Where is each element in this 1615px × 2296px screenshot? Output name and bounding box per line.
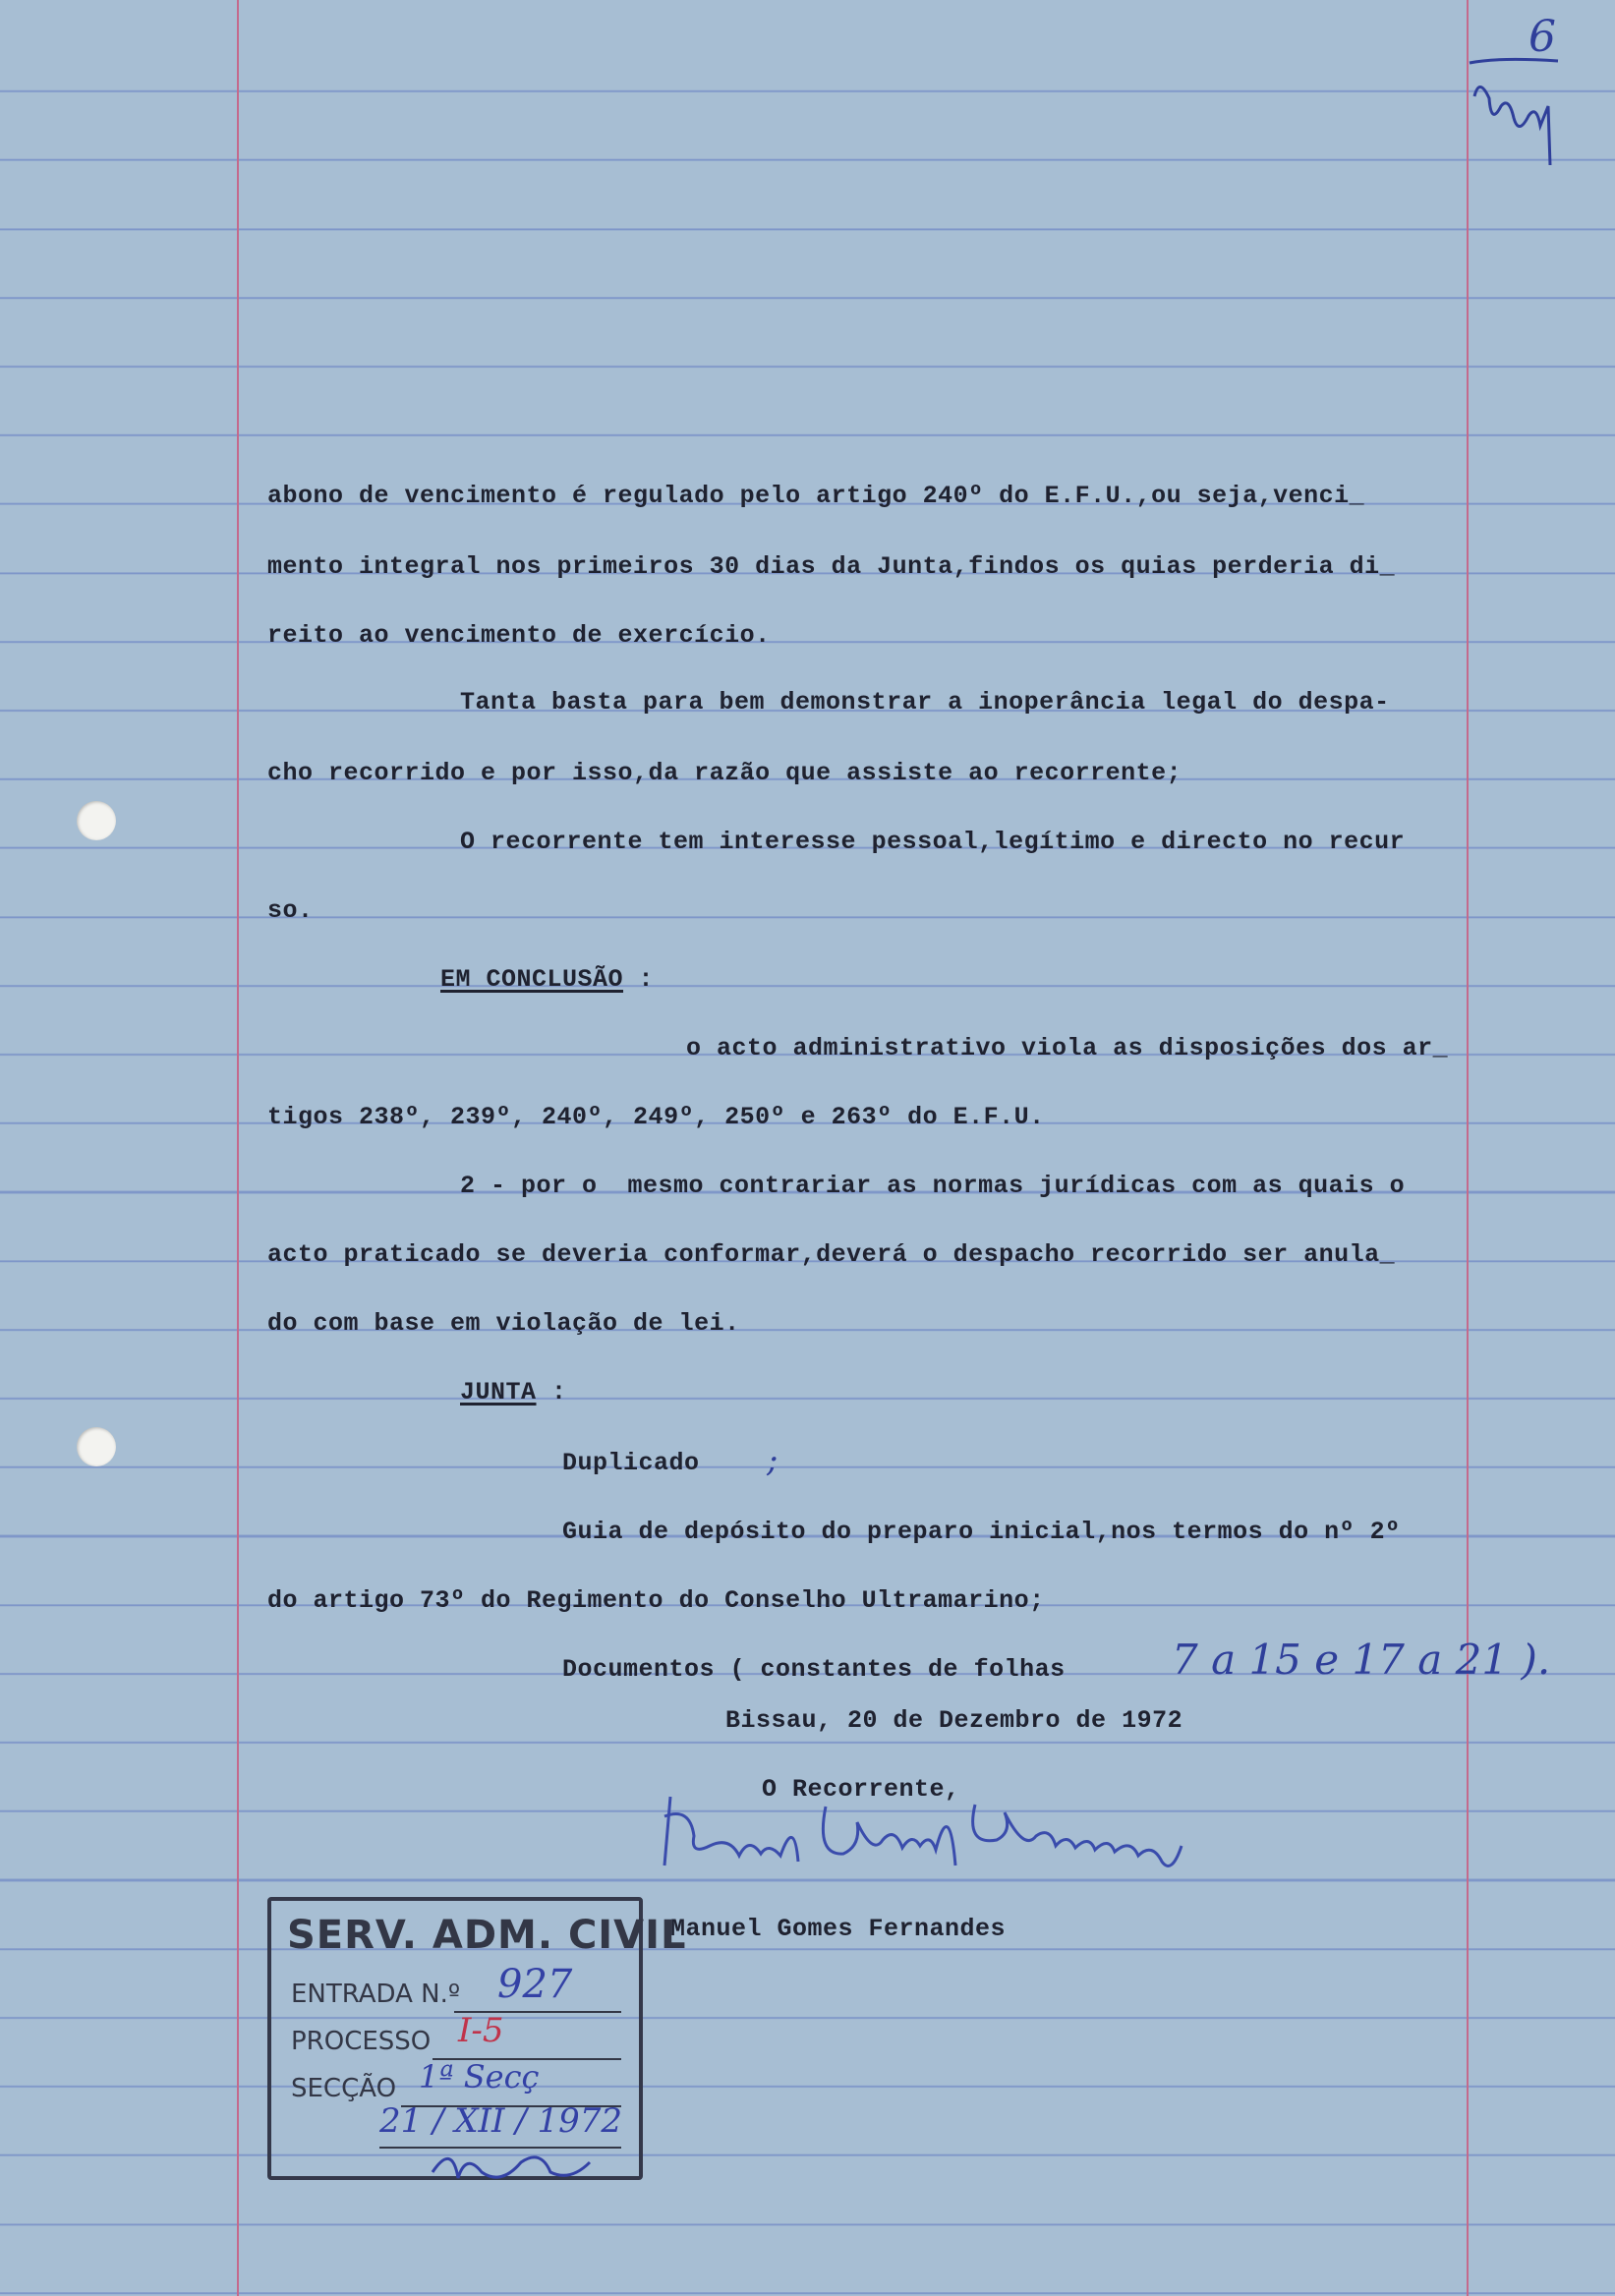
conclusion-heading bbox=[440, 965, 654, 994]
paragraph-line: O recorrente tem interesse pessoal,legítimo e directo no recur bbox=[460, 828, 1406, 856]
paragraph-line: reito ao vencimento de exercício. bbox=[267, 621, 771, 650]
signatory-name: Manuel Gomes Fernandes bbox=[670, 1915, 1007, 1943]
conclusion-heading-colon: : bbox=[638, 965, 655, 994]
annexes-heading bbox=[460, 1378, 567, 1406]
conclusion-heading-text: EM CONCLUSÃO bbox=[440, 965, 624, 994]
stamp-entrada-value: 927 bbox=[497, 1962, 573, 2007]
conclusion-line: o acto administrativo viola as disposições dos ar_ bbox=[686, 1034, 1449, 1062]
conclusion-line: do com base em violação de lei. bbox=[267, 1309, 740, 1338]
stamp-date-value: 21 / XII / 1972 bbox=[379, 2101, 622, 2141]
stamp-seccao-label: SECÇÃO bbox=[291, 2074, 397, 2103]
punch-hole bbox=[77, 801, 116, 840]
annexes-heading-text: JUNTA bbox=[460, 1378, 537, 1406]
stamp-title: SERV. ADM. CIVIL bbox=[287, 1913, 687, 1958]
page-initials bbox=[1460, 57, 1568, 185]
conclusion-line: tigos 238º, 239º, 240º, 249º, 250º e 263º do E.F.U. bbox=[267, 1103, 1045, 1131]
stamp-entrada-label: ENTRADA N.º bbox=[291, 1980, 461, 2009]
punch-hole bbox=[77, 1427, 116, 1466]
handwritten-signature bbox=[651, 1777, 1221, 1885]
left-margin-line bbox=[237, 0, 239, 2296]
paragraph-line: so. bbox=[267, 896, 314, 925]
paragraph-line: Tanta basta para bem demonstrar a inoperância legal do despa- bbox=[460, 688, 1390, 717]
paragraph-line: mento integral nos primeiros 30 dias da Junta,findos os quias perderia di_ bbox=[267, 552, 1396, 581]
conclusion-line: 2 - por o mesmo contrariar as normas jurídicas com as quais o bbox=[460, 1172, 1406, 1200]
entry-stamp bbox=[267, 1897, 687, 2180]
closing-line: O Recorrente, bbox=[762, 1775, 960, 1804]
stamp-initials bbox=[423, 2143, 600, 2192]
paragraph-line: abono de vencimento é regulado pelo artigo 240º do E.F.U.,ou seja,venci_ bbox=[267, 482, 1365, 510]
annex-documentos: Documentos ( constantes de folhas bbox=[562, 1655, 1066, 1684]
stamp-processo-value: I-5 bbox=[458, 2011, 504, 2050]
annex-line: Guia de depósito do preparo inicial,nos termos do nº 2º bbox=[562, 1518, 1401, 1546]
annex-duplicado: Duplicado bbox=[562, 1449, 700, 1477]
conclusion-line: acto praticado se deveria conformar,deverá o despacho recorrido ser anula_ bbox=[267, 1240, 1396, 1269]
stamp-processo-label: PROCESSO bbox=[291, 2027, 432, 2056]
paragraph-line: cho recorrido e por isso,da razão que assiste ao recorrente; bbox=[267, 759, 1182, 787]
stamp-seccao-value: 1ª Secç bbox=[419, 2058, 540, 2095]
annex-duplicado-mark: ; bbox=[767, 1441, 779, 1480]
annex-line: do artigo 73º do Regimento do Conselho Ultramarino; bbox=[267, 1586, 1045, 1615]
annex-documentos-pages: 7 a 15 e 17 a 21 ). bbox=[1172, 1636, 1551, 1684]
right-margin-line bbox=[1467, 0, 1469, 2296]
annexes-heading-colon: : bbox=[551, 1378, 567, 1406]
page-number: 6 bbox=[1528, 12, 1556, 62]
date-line: Bissau, 20 de Dezembro de 1972 bbox=[725, 1706, 1183, 1735]
